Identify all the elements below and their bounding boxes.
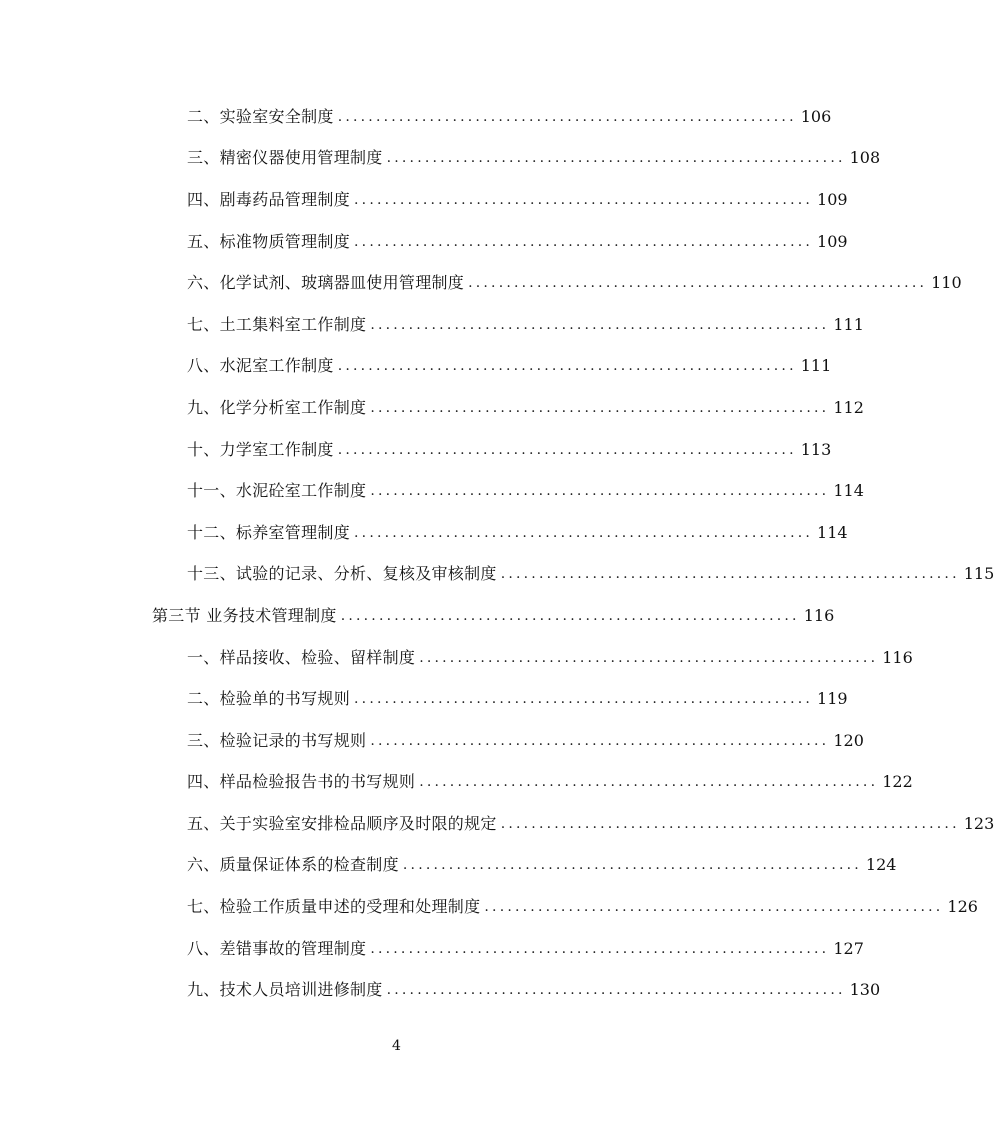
toc-entry-page: 110 <box>931 273 962 293</box>
toc-entry[interactable] <box>0 262 962 304</box>
toc-dot-leader: ............................................................ <box>337 358 797 375</box>
toc-entry-page: 106 <box>800 106 832 126</box>
toc-entry-page: 123 <box>963 813 994 833</box>
toc-entry-page: 111 <box>833 314 864 334</box>
toc-entry-page: 114 <box>817 522 848 542</box>
toc-entry-page: 111 <box>800 356 832 376</box>
toc-entry[interactable] <box>0 179 848 221</box>
toc-entry-page: 116 <box>882 647 913 667</box>
toc-entry-title: 二、实验室安全制度 <box>187 106 334 126</box>
toc-entry-page: 124 <box>865 855 897 875</box>
toc-dot-leader: ............................................................ <box>354 524 814 541</box>
toc-dot-leader: ............................................................ <box>500 815 960 832</box>
toc-entry-title: 十一、水泥砼室工作制度 <box>187 481 367 501</box>
toc-entry-title: 十三、试验的记录、分析、复核及审核制度 <box>187 564 497 584</box>
toc-entry-title: 第三节 业务技术管理制度 <box>152 605 337 625</box>
toc-entry[interactable] <box>0 554 994 596</box>
toc-entry-title: 八、水泥室工作制度 <box>187 356 334 376</box>
toc-dot-leader: ............................................................ <box>386 150 846 167</box>
toc-section-entry[interactable] <box>0 595 835 637</box>
toc-entry-page: 115 <box>963 564 994 584</box>
toc-entry-page: 116 <box>803 605 835 625</box>
toc-entry[interactable] <box>0 387 864 429</box>
toc-entry[interactable] <box>0 720 864 762</box>
toc-entry-title: 五、标准物质管理制度 <box>187 231 351 251</box>
toc-dot-leader: ............................................................ <box>340 607 800 624</box>
toc-entry-title: 七、土工集料室工作制度 <box>187 314 367 334</box>
toc-dot-leader: ............................................................ <box>370 483 830 500</box>
toc-entry-title: 三、检验记录的书写规则 <box>187 730 367 750</box>
toc-entry[interactable] <box>0 969 881 1011</box>
toc-dot-leader: ............................................................ <box>419 774 879 791</box>
toc-entry-page: 109 <box>817 231 848 251</box>
toc-entry-title: 四、剧毒药品管理制度 <box>187 189 351 209</box>
toc-dot-leader: ............................................................ <box>354 691 814 708</box>
toc-entry-page: 120 <box>833 730 864 750</box>
toc-entry[interactable] <box>0 470 864 512</box>
page-number: 4 <box>392 1038 401 1054</box>
table-of-contents <box>0 96 994 1011</box>
toc-entry-page: 108 <box>849 148 881 168</box>
toc-dot-leader: ............................................................ <box>419 649 879 666</box>
toc-dot-leader: ............................................................ <box>402 857 862 874</box>
toc-entry-title: 三、精密仪器使用管理制度 <box>187 148 383 168</box>
toc-dot-leader: ............................................................ <box>484 899 944 916</box>
toc-entry-page: 122 <box>882 772 913 792</box>
toc-entry[interactable] <box>0 762 913 804</box>
toc-entry[interactable] <box>0 886 978 928</box>
toc-dot-leader: ............................................................ <box>354 191 814 208</box>
toc-dot-leader: ............................................................ <box>337 441 797 458</box>
toc-entry[interactable] <box>0 803 994 845</box>
toc-entry[interactable] <box>0 221 848 263</box>
toc-dot-leader: ............................................................ <box>370 316 830 333</box>
toc-entry-title: 二、检验单的书写规则 <box>187 689 351 709</box>
toc-entry-title: 七、检验工作质量申述的受理和处理制度 <box>187 897 481 917</box>
toc-entry-title: 四、样品检验报告书的书写规则 <box>187 772 416 792</box>
toc-entry[interactable] <box>0 512 848 554</box>
toc-entry-page: 130 <box>849 980 881 1000</box>
toc-dot-leader: ............................................................ <box>337 108 797 125</box>
toc-entry-title: 八、差错事故的管理制度 <box>187 938 367 958</box>
toc-entry-page: 127 <box>833 938 864 958</box>
toc-entry-page: 109 <box>817 189 848 209</box>
toc-entry-title: 六、质量保证体系的检查制度 <box>187 855 399 875</box>
toc-entry-title: 十、力学室工作制度 <box>187 439 334 459</box>
toc-entry[interactable] <box>0 138 881 180</box>
toc-entry-page: 126 <box>947 897 978 917</box>
toc-entry[interactable] <box>0 304 864 346</box>
toc-entry-title: 九、化学分析室工作制度 <box>187 397 367 417</box>
toc-dot-leader: ............................................................ <box>500 566 960 583</box>
toc-entry[interactable] <box>0 637 913 679</box>
toc-entry-page: 119 <box>817 689 848 709</box>
toc-dot-leader: ............................................................ <box>370 732 830 749</box>
toc-dot-leader: ............................................................ <box>370 399 830 416</box>
toc-entry-title: 九、技术人员培训进修制度 <box>187 980 383 1000</box>
toc-entry[interactable] <box>0 346 832 388</box>
toc-entry-title: 六、化学试剂、玻璃器皿使用管理制度 <box>187 273 465 293</box>
toc-entry[interactable] <box>0 845 897 887</box>
toc-dot-leader: ............................................................ <box>386 982 846 999</box>
toc-entry-title: 十二、标养室管理制度 <box>187 522 351 542</box>
toc-dot-leader: ............................................................ <box>370 940 830 957</box>
toc-entry-page: 113 <box>800 439 832 459</box>
toc-entry[interactable] <box>0 96 832 138</box>
toc-entry-title: 五、关于实验室安排检品顺序及时限的规定 <box>187 813 497 833</box>
toc-entry-title: 一、样品接收、检验、留样制度 <box>187 647 416 667</box>
toc-entry[interactable] <box>0 928 864 970</box>
toc-entry-page: 112 <box>833 397 864 417</box>
toc-entry[interactable] <box>0 429 832 471</box>
toc-entry[interactable] <box>0 678 848 720</box>
toc-dot-leader: ............................................................ <box>468 275 928 292</box>
toc-dot-leader: ............................................................ <box>354 233 814 250</box>
toc-entry-page: 114 <box>833 481 864 501</box>
